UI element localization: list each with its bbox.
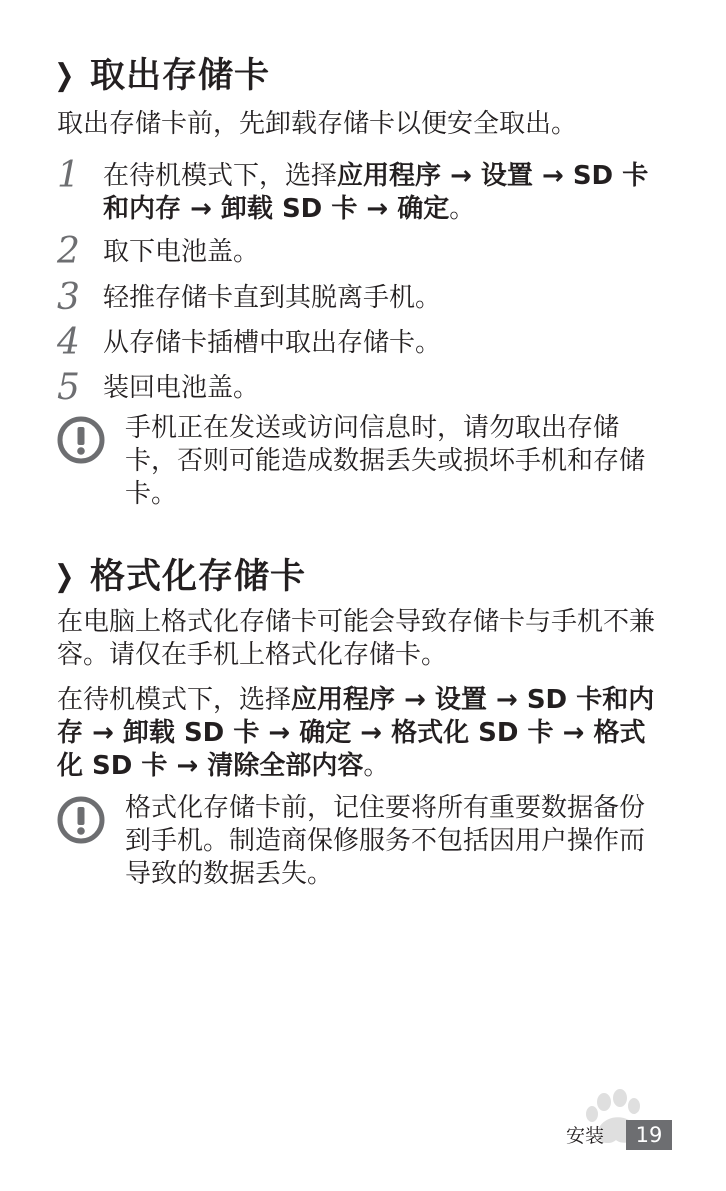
caution-icon [57, 796, 105, 844]
step-number: 2 [57, 231, 80, 272]
section-intro: 取出存储卡前，先卸载存储卡以便安全取出。 [57, 109, 578, 139]
section-title-remove-card [52, 56, 270, 96]
step-number: 3 [57, 277, 80, 318]
section-title-text: 取出存储卡 [90, 56, 271, 96]
page-number-badge: 19 [626, 1120, 672, 1150]
step-number: 5 [57, 367, 80, 408]
chevron-right-icon: ❯ [54, 559, 76, 594]
footer-section-label: 安装 [566, 1125, 605, 1147]
watermark-paw-icon [512, 1086, 702, 1166]
chevron-right-icon: ❯ [54, 58, 76, 93]
step-text: 从存储卡插槽中取出存储卡。 [103, 328, 442, 358]
step-text: 取下电池盖。 [103, 237, 260, 267]
section-title-text: 格式化存储卡 [90, 557, 307, 597]
format-instructions: 在待机模式下，选择应用程序 → 设置 → SD 卡和内存 → 卸载 SD 卡 → 确定 → 格式化 SD 卡 → 格式化 SD 卡 → 清除全部内容。 [57, 685, 655, 781]
step-number: 4 [57, 322, 80, 363]
caution-text: 格式化存储卡前，记住要将所有重要数据备份到手机。制造商保修服务不包括因用户操作而导致的数据丢失。 [125, 793, 646, 889]
section-title-format-card [52, 557, 306, 597]
step-number: 1 [57, 155, 80, 196]
section-intro: 在电脑上格式化存储卡可能会导致存储卡与手机不兼容。请仅在手机上格式化存储卡。 [57, 607, 656, 670]
step-text: 轻推存储卡直到其脱离手机。 [103, 283, 442, 313]
step-text: 装回电池盖。 [103, 373, 260, 403]
caution-text: 手机正在发送或访问信息时，请勿取出存储卡，否则可能造成数据丢失或损坏手机和存储卡。 [125, 413, 646, 509]
step-text: 在待机模式下，选择应用程序 → 设置 → SD 卡和内存 → 卸载 SD 卡 → 确定。 [103, 161, 649, 224]
caution-icon [57, 416, 105, 464]
